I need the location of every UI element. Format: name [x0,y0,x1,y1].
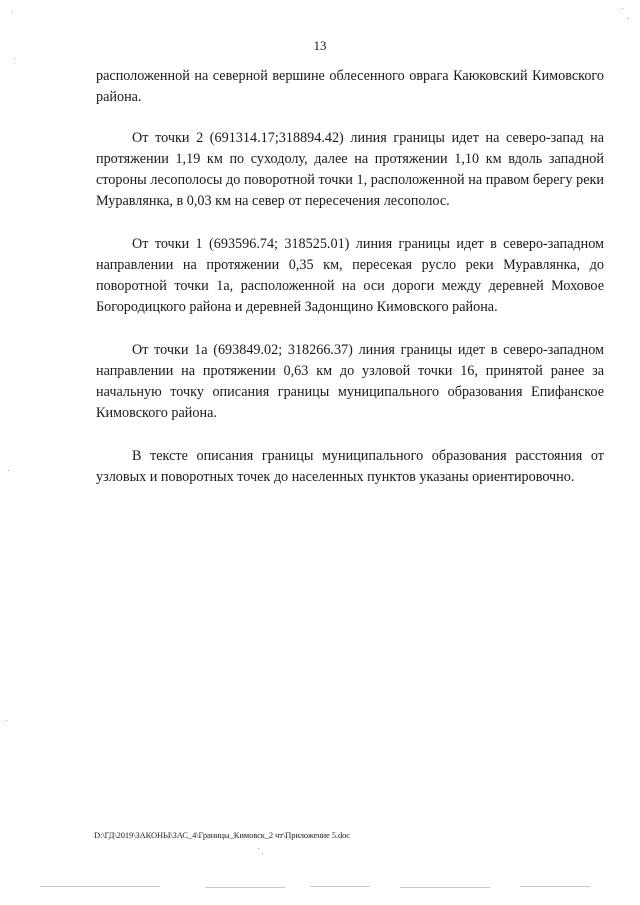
paragraph-continuation: расположенной на северной вершине облесенного оврага Каюковский Кимовского района. [96,68,604,105]
scan-artifact [205,887,285,888]
scan-artifact [12,12,13,13]
scan-artifact [258,848,259,849]
scan-artifact [400,887,490,888]
paragraph-point-1a: От точки 1а (693849.02; 318266.37) линия границы идет в северо-западном направлении на протяжении 0,63 км до узловой точки 16, принятой ранее за начальную точку описания границы муниципального образования Епифанское Кимовского района. [96,342,604,421]
scan-artifact [520,886,590,887]
footer-file-path: D:\ГД\2019\ЗАКОНЫ\ЗАС_4\Границы_Кимовск_2 чт\Приложение 5.doc [94,830,350,840]
scan-artifact [14,58,15,59]
paragraph-point-1: От точки 1 (693596.74; 318525.01) линия границы идет в северо-западном направлении на протяжении 0,35 км, пересекая русло реки Муравлянка, до поворотной точки 1а, расположенной на оси дороги между деревней Моховое Богородицкого района и деревней Задонщино Кимовского района. [96,236,604,315]
scan-artifact [6,720,7,721]
paragraph-note: В тексте описания границы муниципального образования расстояния от узловых и поворотных точек до населенных пунктов указаны ориентировочно. [96,448,604,485]
paragraph-point-2: От точки 2 (691314.17;318894.42) линия границы идет на северо-запад на протяжении 1,19 км по суходолу, далее на протяжении 1,10 км вдоль западной стороны лесополосы до поворотной точки 1, расположенной на правом берегу реки Муравлянка, в 0,03 км на север от пересечения лесополос. [96,130,604,209]
scan-artifact [8,470,9,471]
document-body [96,66,604,488]
page-number: 13 [313,38,327,53]
scan-artifact [628,18,629,19]
scan-artifact [40,886,160,887]
scan-artifact [622,8,623,9]
scan-artifact [310,886,370,887]
scan-artifact [262,853,263,854]
